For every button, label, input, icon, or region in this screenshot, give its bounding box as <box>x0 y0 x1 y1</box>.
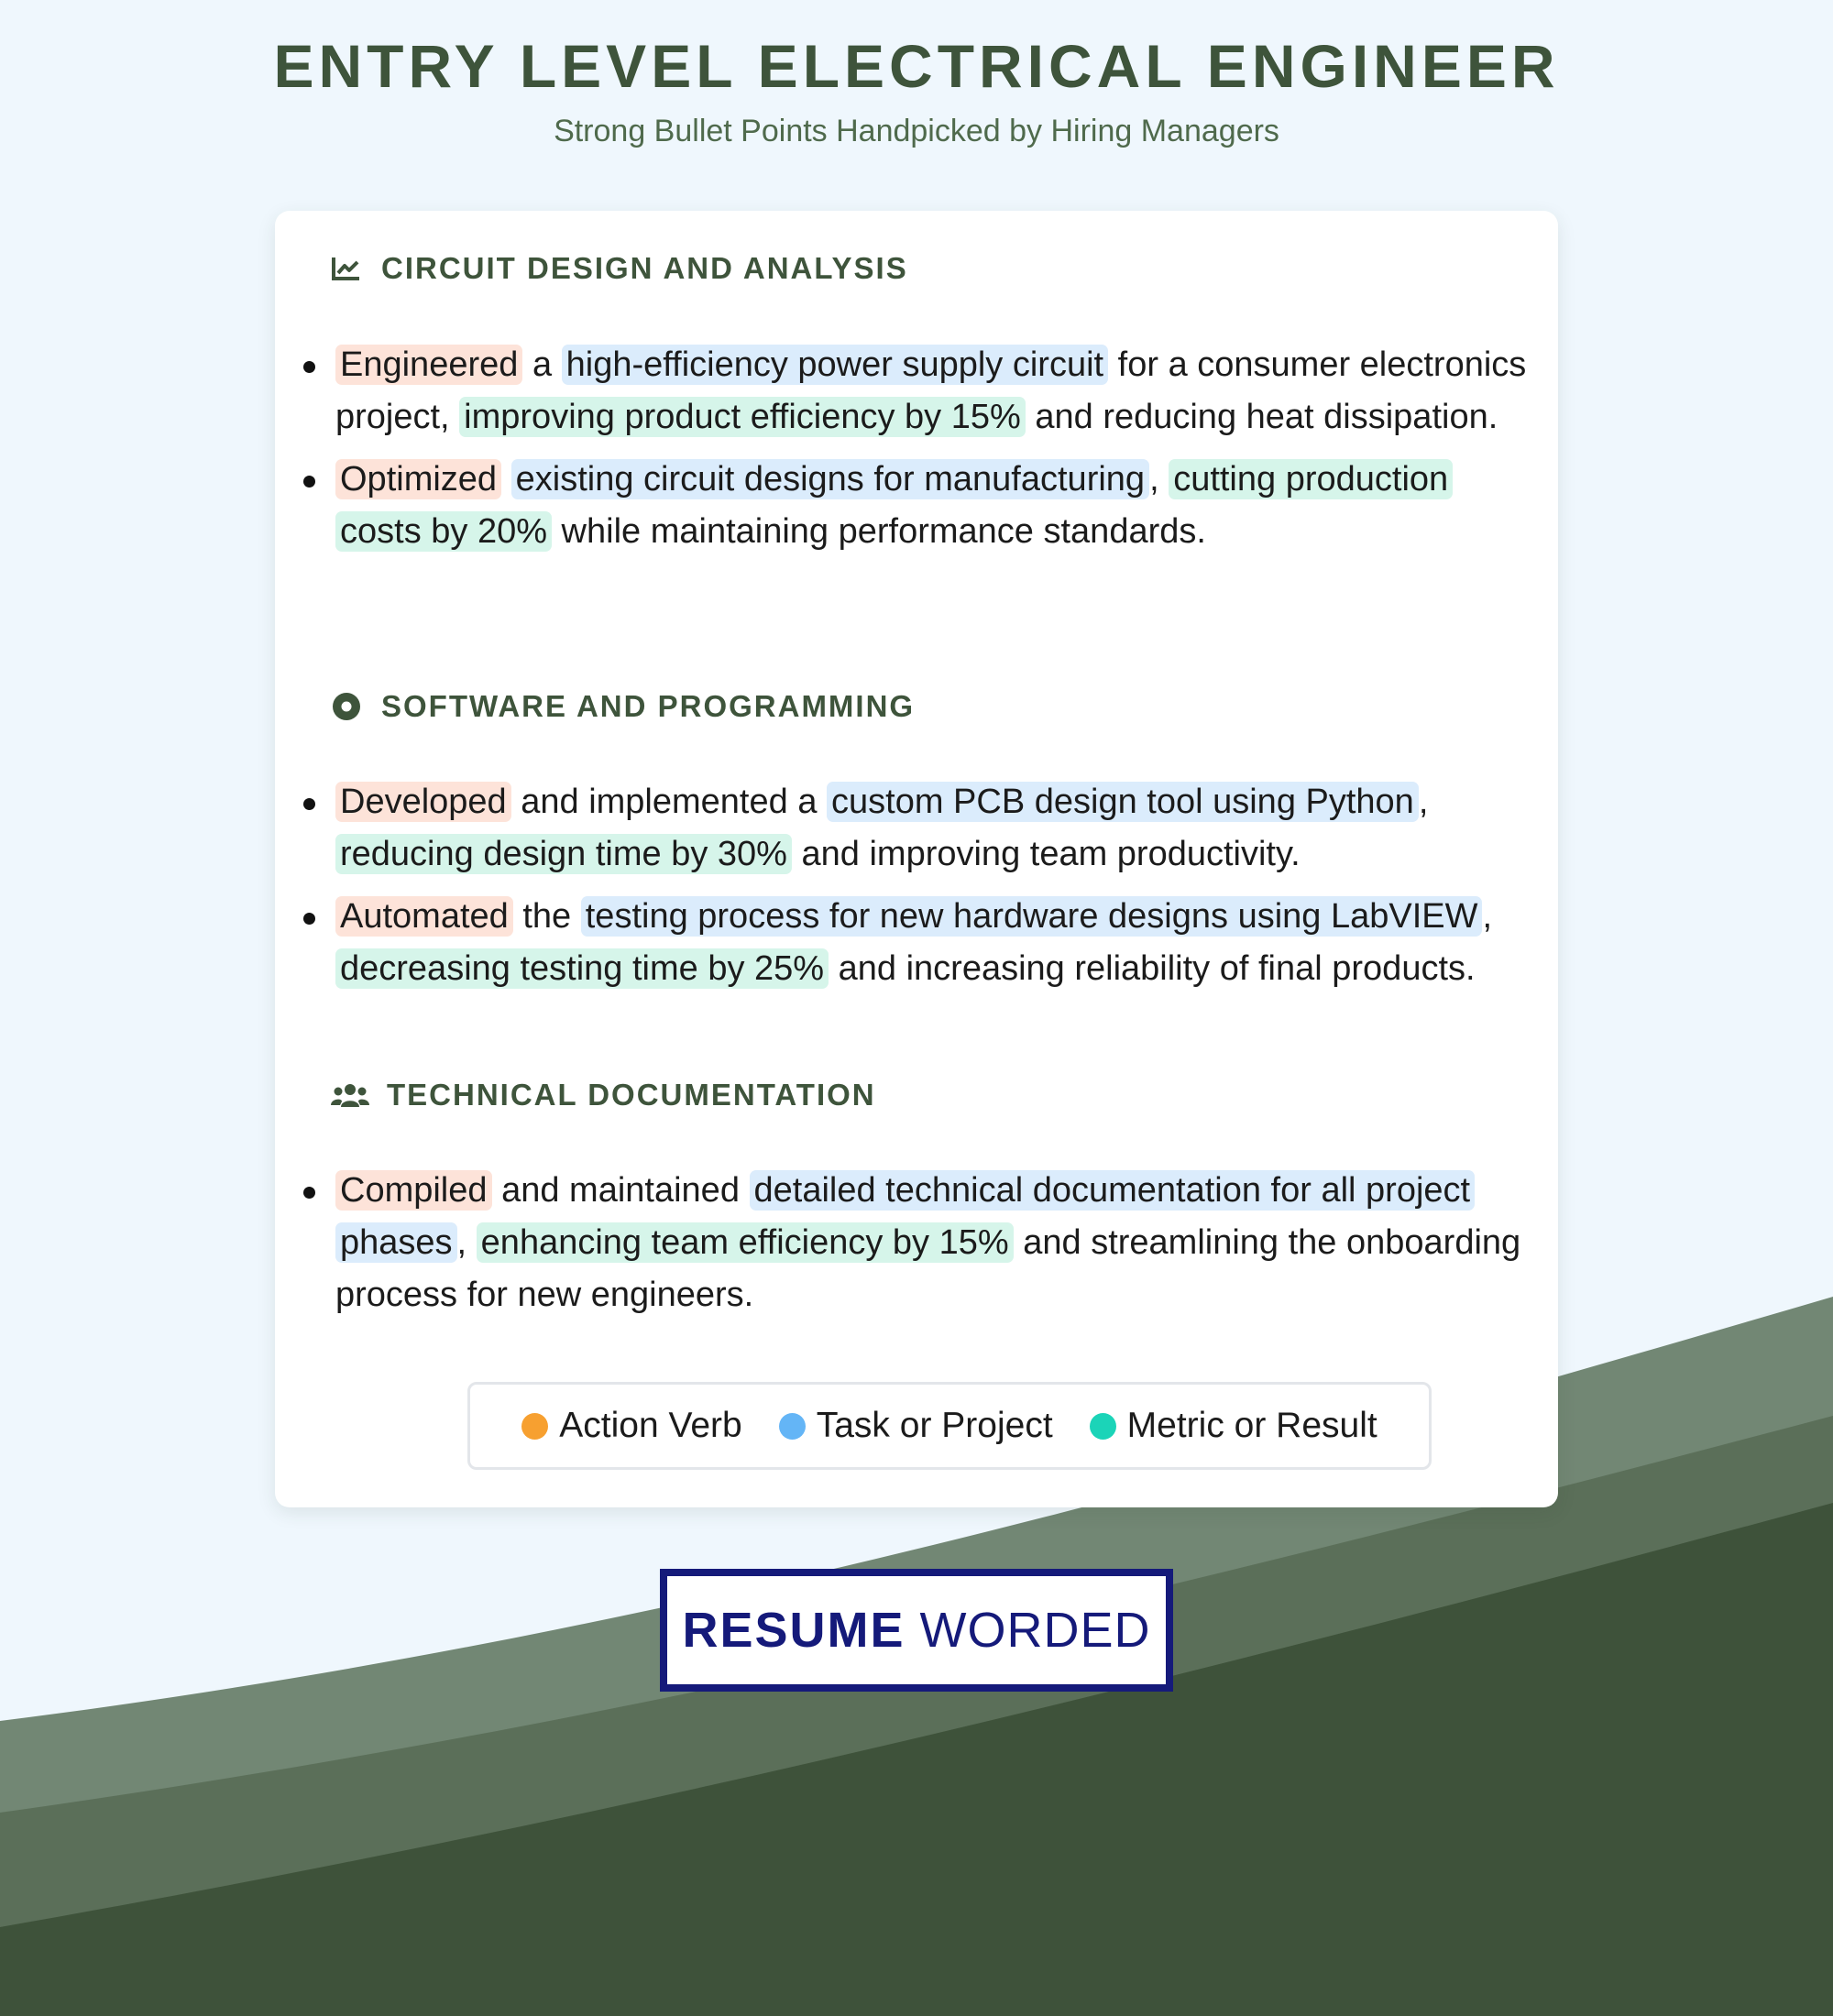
bullet-list-circuit-design <box>335 339 1527 568</box>
teal-dot-icon <box>1090 1413 1116 1440</box>
bullet-text: , <box>456 1223 477 1262</box>
legend-item-action-verb <box>521 1406 741 1446</box>
legend-label: Metric or Result <box>1126 1406 1377 1445</box>
section-title: SOFTWARE AND PROGRAMMING <box>381 689 916 723</box>
bullet-text: and streamlining the onboarding process for new engineers. <box>335 1223 1521 1314</box>
action-verb-highlight: Engineered <box>335 345 522 385</box>
action-verb-highlight: Developed <box>335 782 511 822</box>
bullet-item <box>335 1165 1527 1321</box>
legend-item-task <box>779 1406 1053 1446</box>
action-verb-highlight: Automated <box>335 896 513 937</box>
bullet-text: , <box>1418 783 1429 821</box>
bullet-text: for a consumer electronics project, <box>335 345 1527 436</box>
page-subtitle: Strong Bullet Points Handpicked by Hiring Managers <box>554 114 1279 148</box>
bullet-list-software <box>335 776 1527 1005</box>
metric-highlight: cutting production costs by 20% <box>335 459 1453 552</box>
section-title: CIRCUIT DESIGN AND ANALYSIS <box>381 251 908 285</box>
logo-light-text: WORDED <box>919 1603 1151 1658</box>
bullet-text: and implemented a <box>510 783 828 821</box>
task-highlight: testing process for new hardware designs using LabVIEW <box>581 896 1483 937</box>
resume-worded-logo <box>660 1569 1173 1692</box>
metric-highlight: reducing design time by 30% <box>335 834 792 874</box>
line-chart-icon <box>330 252 363 285</box>
bullet-text: while maintaining performance standards. <box>552 512 1206 551</box>
bullet-item <box>335 339 1527 444</box>
task-highlight: existing circuit designs for manufacturing <box>511 459 1149 499</box>
metric-highlight: enhancing team efficiency by 15% <box>477 1222 1014 1263</box>
task-highlight: custom PCB design tool using Python <box>827 782 1419 822</box>
legend-label: Action Verb <box>559 1406 742 1445</box>
page-title: ENTRY LEVEL ELECTRICAL ENGINEER <box>273 32 1560 100</box>
bullet-item <box>335 891 1527 995</box>
action-verb-highlight: Optimized <box>335 459 501 499</box>
metric-highlight: decreasing testing time by 25% <box>335 948 829 989</box>
circle-dot-icon <box>330 690 363 723</box>
section-title: TECHNICAL DOCUMENTATION <box>387 1078 876 1112</box>
action-verb-highlight: Compiled <box>335 1170 492 1211</box>
highlight-legend <box>467 1382 1432 1470</box>
bullet-text: the <box>512 897 581 936</box>
blue-dot-icon <box>779 1413 806 1440</box>
bullet-text <box>501 460 511 499</box>
bullet-text: and improving team productivity. <box>791 835 1301 873</box>
users-icon <box>330 1079 370 1112</box>
bullet-item <box>335 454 1527 558</box>
bullet-text: and reducing heat dissipation. <box>1025 398 1498 436</box>
orange-dot-icon <box>521 1413 548 1440</box>
legend-label: Task or Project <box>816 1406 1053 1445</box>
bullet-text: and maintained <box>491 1171 750 1210</box>
legend-item-metric <box>1090 1406 1377 1446</box>
bullet-points-card <box>275 211 1558 1507</box>
bullet-item <box>335 776 1527 881</box>
section-header-software <box>330 689 915 724</box>
bullet-text: , <box>1482 897 1493 936</box>
task-highlight: high-efficiency power supply circuit <box>562 345 1108 385</box>
task-highlight: detailed technical documentation for all project phases <box>335 1170 1475 1263</box>
logo-bold-text: RESUME <box>682 1603 906 1658</box>
section-header-documentation <box>330 1078 876 1112</box>
bullet-text: and increasing reliability of final products. <box>829 949 1476 988</box>
bullet-text: , <box>1149 460 1169 499</box>
section-header-circuit-design <box>330 251 908 286</box>
bullet-list-documentation <box>335 1165 1527 1331</box>
metric-highlight: improving product efficiency by 15% <box>459 397 1026 437</box>
bullet-text: a <box>522 345 562 384</box>
